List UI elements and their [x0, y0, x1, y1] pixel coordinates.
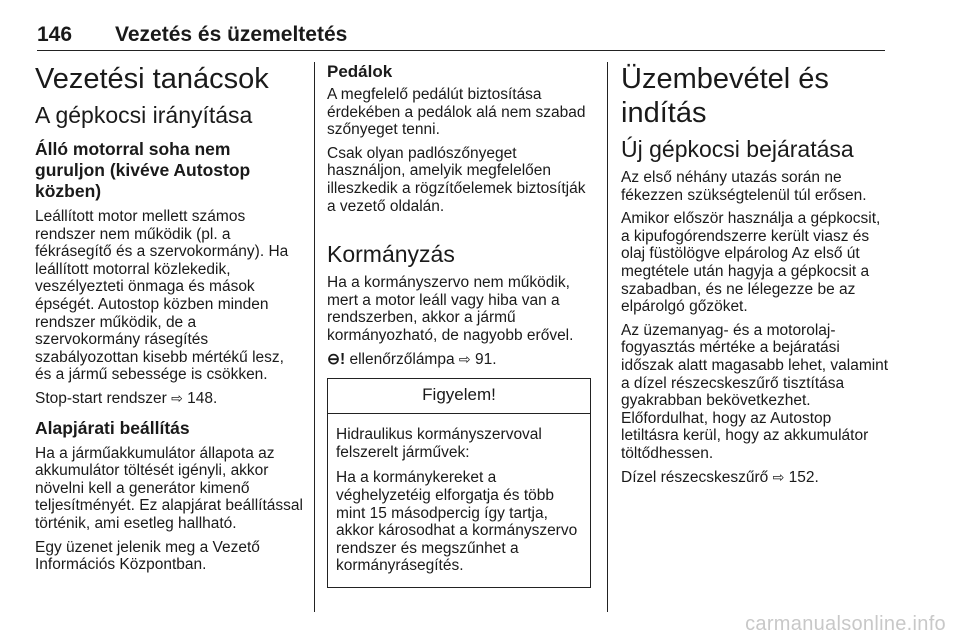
column-divider — [314, 62, 315, 612]
warning-paragraph: Hidraulikus kormányszervoval felszerelt járművek: — [336, 426, 542, 461]
column-1 — [35, 62, 303, 580]
section-title: Üzembevétel és indítás — [621, 63, 829, 129]
page-number: 146 — [37, 23, 73, 46]
column-2 — [327, 62, 595, 588]
paragraph: Ha a járműakkumulátor állapota az akkumulátor töltését igényli, akkor növelni kell a generátor kimenő teljesítményét. Ez alapjárat beállítással történik, ami esetleg hallható. — [35, 444, 303, 532]
heading-engine-off: Álló motorral soha nem guruljon (kivéve Autostop közben) — [35, 139, 251, 201]
heading-pedals: Pedálok — [327, 62, 393, 81]
page-ref-icon: ⇨ — [458, 350, 471, 367]
paragraph: Ha a kormányszervo nem működik, mert a motor leáll vagy hiba van a rendszerben, akkor a jármű kormányozható, de nagyobb erővel. — [327, 274, 574, 344]
paragraph: Az első néhány utazás során ne fékezzen szükségtelenül túl erősen. — [621, 169, 867, 204]
warning-box — [327, 378, 591, 588]
column-divider — [607, 62, 608, 612]
paragraph-reference — [35, 390, 303, 408]
heading-steering: Kormányzás — [327, 241, 455, 268]
reference-text: ellenőrzőlámpa — [349, 350, 455, 368]
paragraph: Csak olyan padlószőnyeget használjon, amelyik megfelelően illeszkedik a rögzítőelemek biztosítják a vezető oldalán. — [327, 144, 586, 215]
paragraph-reference — [327, 351, 595, 369]
watermark: carmanualsonline.info — [745, 613, 946, 635]
subsection-title: A gépkocsi irányítása — [35, 102, 253, 128]
heading-idle: Alapjárati beállítás — [35, 417, 190, 438]
warning-paragraph: Ha a kormánykereket a véghelyzetéig elforgatja és több mint 15 másodpercig így tartja, akkor károsodhat a kormányszervo rendszer és megszűnhet a kormányrásegítés. — [336, 469, 578, 575]
paragraph: A megfelelő pedálút biztosítása érdekében a pedálok alá nem szabad szőnyeget tenni. — [327, 86, 586, 139]
warning-body — [328, 414, 590, 587]
warning-title: Figyelem! — [328, 379, 590, 414]
subsection-title: Új gépkocsi bejáratása — [621, 136, 854, 162]
reference-text: Stop-start rendszer — [35, 389, 167, 407]
reference-text: Dízel részecskeszűrő — [621, 468, 769, 486]
page-ref-link[interactable]: 148. — [187, 389, 218, 407]
page-ref-icon: ⇨ — [171, 389, 183, 406]
page-ref-icon: ⇨ — [772, 468, 785, 485]
paragraph: Leállított motor mellett számos rendszer nem működik (pl. a fékrásegítő és a szervokormány). Ha leállított motorral közlekedik, veszélyezteti önmaga és mások épségét. Autostop közben minden rendszer működik, de a szervokormány rásegítés szabályozottan kisebb mértékű lesz, és a jármű sebessége is csökken. — [35, 208, 289, 384]
section-title: Vezetési tanácsok — [35, 63, 269, 95]
column-3 — [621, 62, 891, 492]
page-ref-link[interactable]: 91. — [474, 350, 497, 368]
paragraph: Az üzemanyag- és a motorolaj-fogyasztás mértéke a bejáratási időszak alatt magasabb lehet, valamint a dízel részecskeszűrő tisztítása gyakrabban bekövetkezhet. Előfordulhat, hogy az Autostop letiltásra kerül, hogy az akkumulátor töltődhessen. — [621, 321, 889, 462]
page-ref-link[interactable]: 152. — [788, 468, 819, 486]
page-header — [37, 20, 885, 51]
steering-warning-icon: ⊖! — [327, 350, 346, 368]
chapter-title: Vezetés és üzemeltetés — [115, 23, 348, 46]
paragraph-reference — [621, 469, 891, 487]
paragraph: Amikor először használja a gépkocsit, a kipufogórendszerre került viasz és olaj füstölögve elpárolog Az első út megtétele után hagyja a gépkocsit a szabadban, és ne lélegezze be az elpárolgó gőzöket. — [621, 210, 881, 316]
paragraph: Egy üzenet jelenik meg a Vezető Információs Központban. — [35, 538, 260, 574]
